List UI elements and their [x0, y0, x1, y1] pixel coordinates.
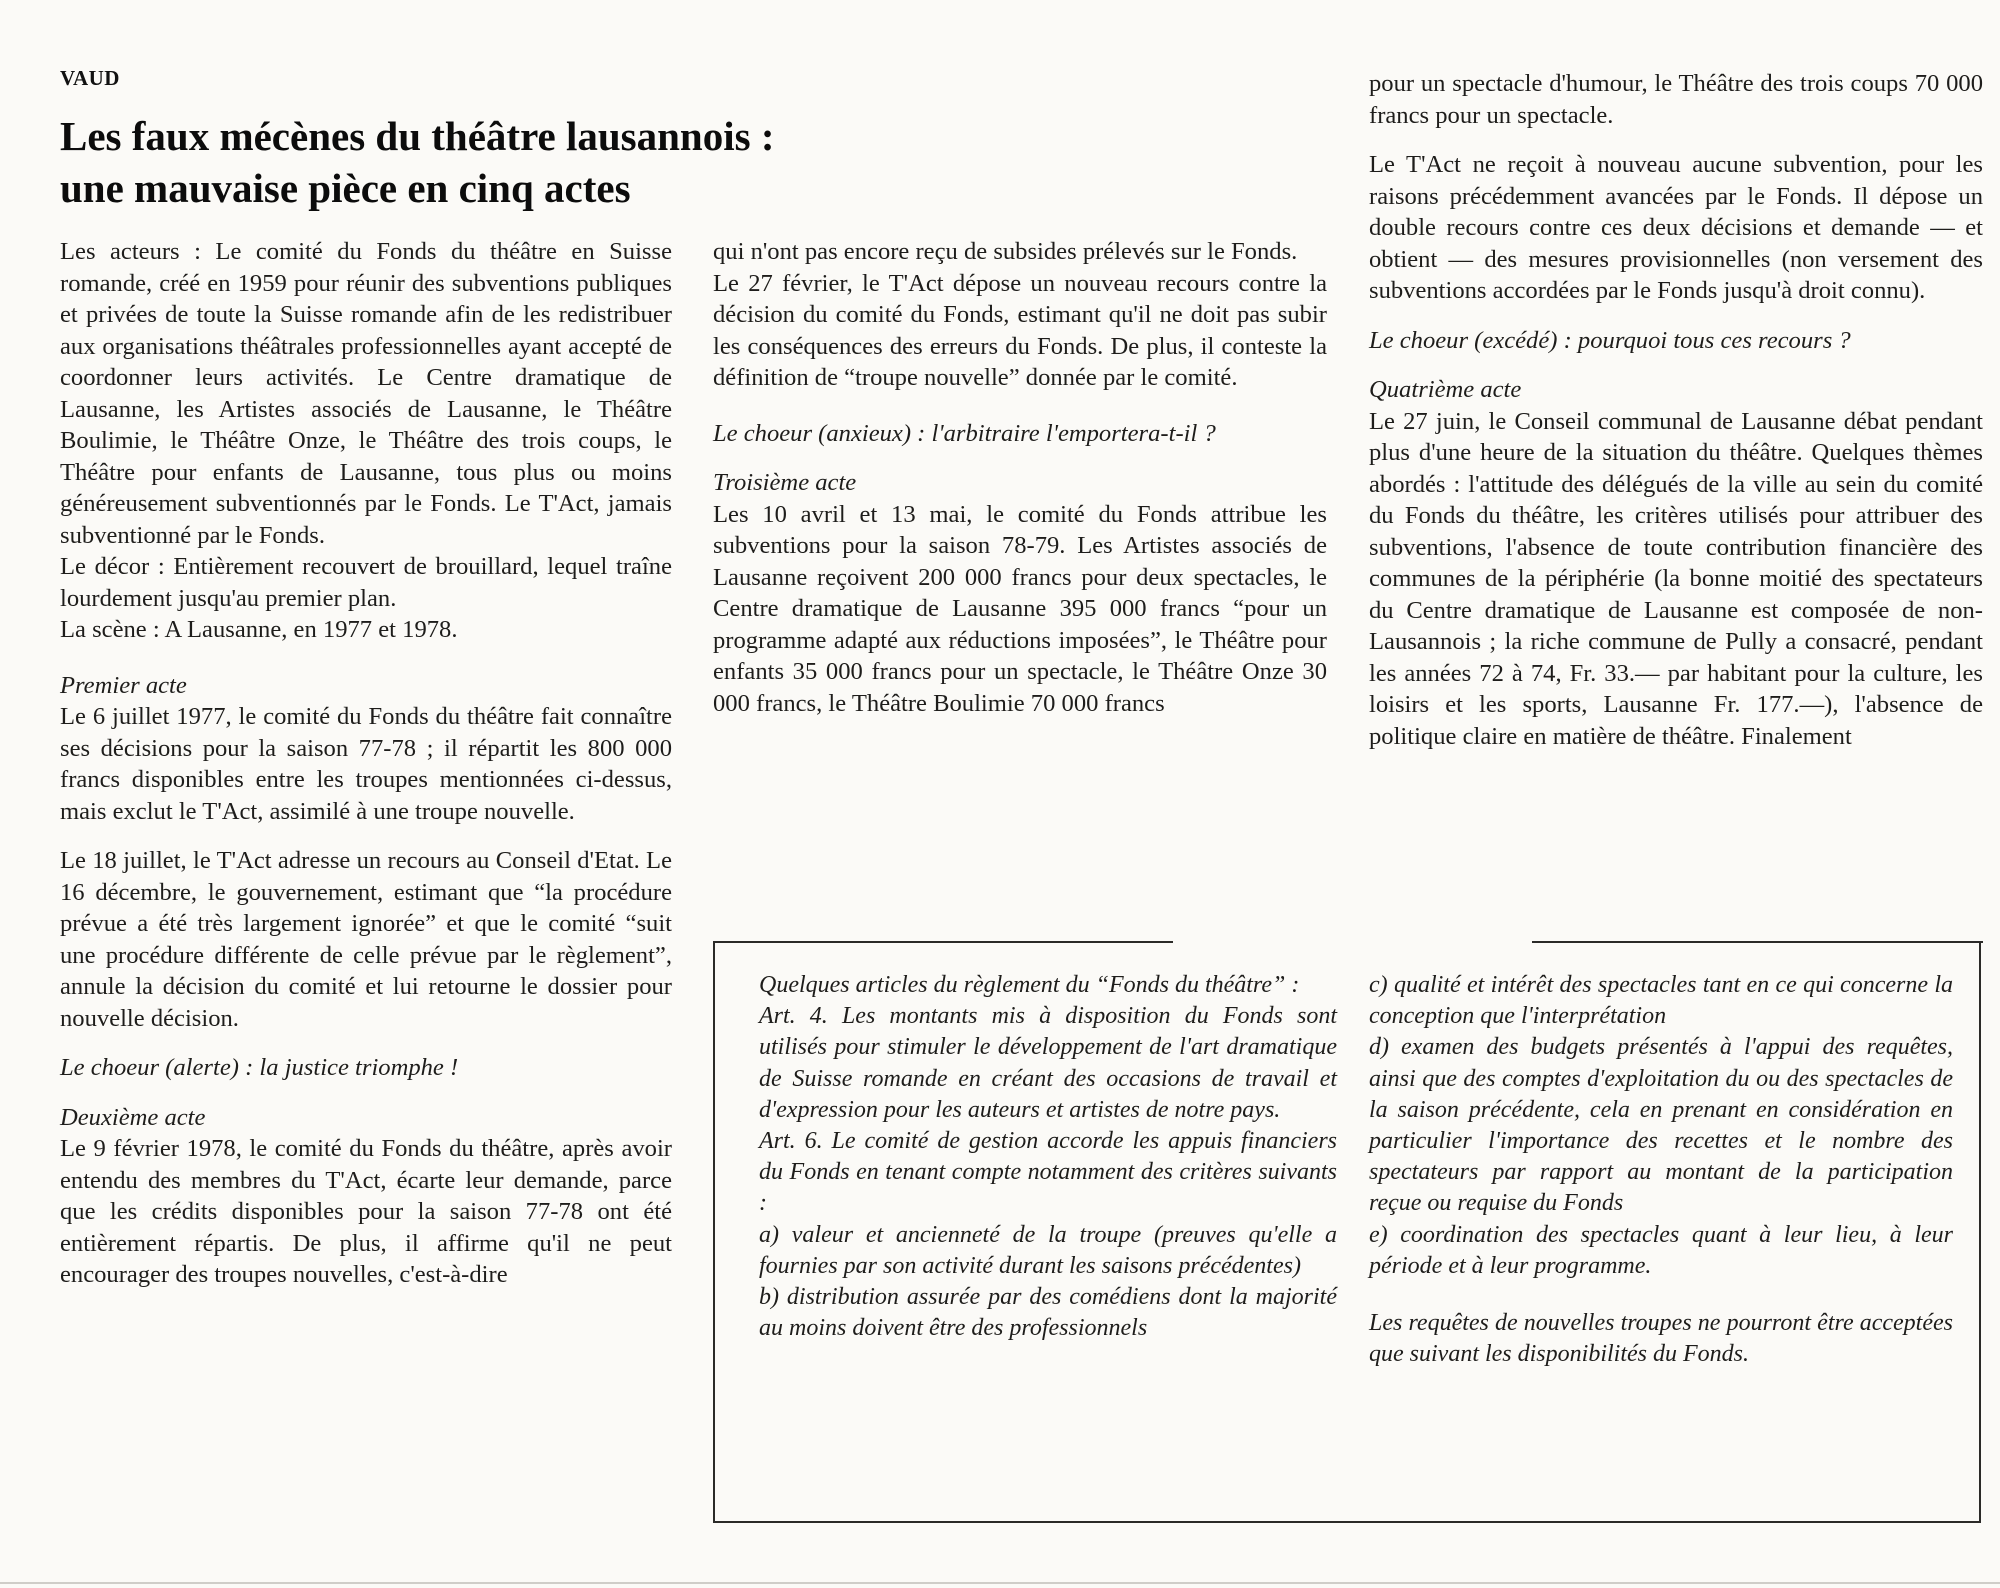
- intro-decor: Le décor : Entièrement recouvert de brouillard, lequel traîne lourdement jusqu'au premier plan.: [60, 553, 672, 612]
- act2-continuation: qui n'ont pas encore reçu de subsides prélevés sur le Fonds.: [713, 238, 1298, 265]
- act4-heading: Quatrième acte: [1369, 376, 1522, 403]
- article-column-1: [60, 236, 672, 1291]
- reglement-column-2: [1369, 970, 1953, 1370]
- intro-acteurs: Les acteurs : Le comité du Fonds du théâtre en Suisse romande, créé en 1959 pour réunir des subventions publiques et privées de toute la Suisse romande afin de les redistribuer aux organisations théâtrales professionnelles ayant accepté de coordonner leurs activités. Le Centre dramatique de Lausanne, les Artistes associés de Lausanne, le Théâtre Boulimie, le Théâtre Onze, le Théâtre des trois coups, le Théâtre pour enfants de Lausanne, tous plus ou moins généreusement subventionnés par le Fonds. Le T'Act, jamais subventionné par le Fonds.: [60, 238, 672, 549]
- act3-paragraph-1: Les 10 avril et 13 mai, le comité du Fonds attribue les subventions pour la saison 78-79. Les Artistes associés de Lausanne reçoivent 200 000 francs pour deux spectacles, le Centre dramatique de Lausanne 395 000 francs “pour un programme adapté aux réductions imposées”, le Théâtre pour enfants 35 000 francs pour un spectacle, le Théâtre Onze 30 000 francs, le Théâtre Boulimie 70 000 francs: [713, 500, 1327, 717]
- reglement-intro: Quelques articles du règlement du “Fonds du théâtre” :: [759, 972, 1300, 998]
- article-column-2: [713, 236, 1327, 719]
- choeur-line-3: Le choeur (excédé) : pourquoi tous ces recours ?: [1369, 326, 1851, 354]
- act1-heading: Premier acte: [60, 671, 187, 699]
- act3-heading: Troisième acte: [713, 469, 857, 496]
- article-6: Art. 6. Le comité de gestion accorde les appuis financiers du Fonds en tenant compte notamment des critères suivants :: [759, 1128, 1337, 1217]
- act4-paragraph-1: Le 27 juin, le Conseil communal de Lausanne débat pendant plus d'une heure de la situation du théâtre. Quelques thèmes abordés : l'attitude des délégués de la ville au sein du comité du Fonds du théâtre, les critères utilisés pour attribuer des subventions, l'absence de toute contribution financière des communes de la périphérie (la bonne moitié des spectateurs du Centre dramatique de Lausanne est composée de non-Lausannois ; la riche commune de Pully a consacré, pendant les années 72 à 74, Fr. 33.— par habitant pour la culture, les loisirs et les sports, Lausanne Fr. 177.—), l'absence de politique claire en matière de théâtre. Finalement: [1369, 407, 1983, 750]
- article-column-3: [1369, 68, 1983, 752]
- act3-continuation: pour un spectacle d'humour, le Théâtre des trois coups 70 000 francs pour un spectacle.: [1369, 70, 1983, 129]
- headline-line-1: Les faux mécènes du théâtre lausannois :: [60, 113, 775, 159]
- article-4: Art. 4. Les montants mis à disposition du Fonds sont utilisés pour stimuler le développement de l'art dramatique de Suisse romande en créant des occasions de travail et d'expression pour les auteurs et artistes de notre pays.: [759, 1003, 1337, 1123]
- article-headline: [60, 110, 940, 214]
- intro-scene: La scène : A Lausanne, en 1977 et 1978.: [60, 616, 458, 643]
- choeur-line-2: Le choeur (anxieux) : l'arbitraire l'emportera-t-il ?: [713, 419, 1216, 447]
- act1-paragraph-2: Le 18 juillet, le T'Act adresse un recours au Conseil d'Etat. Le 16 décembre, le gouvernement, estimant que “la procédure prévue a été très largement ignorée” et que le comité “suit une procédure différente de celle prévue par le règlement”, annule la décision du comité et lui retourne le dossier pour nouvelle décision.: [60, 847, 672, 1032]
- section-label: VAUD: [60, 66, 120, 90]
- act2-paragraph-1: Le 9 février 1978, le comité du Fonds du théâtre, après avoir entendu des membres du T'Act, écarte leur demande, parce que les crédits disponibles pour la saison 77-78 ont été entièrement répartis. De plus, il affirme qu'il ne peut encourager des troupes nouvelles, c'est-à-dire: [60, 1135, 672, 1288]
- criterion-d: d) examen des budgets présentés à l'appui des requêtes, ainsi que des comptes d'exploitation du ou des spectacles de la saison précédente, cela en prenant en considération en particulier l'importance des recettes et le nombre des spectateurs par rapport au montant de la participation reçue ou requise du Fonds: [1369, 1034, 1953, 1217]
- criterion-e: e) coordination des spectacles quant à leur lieu, à leur période et à leur programme.: [1369, 1221, 1953, 1279]
- act3-paragraph-2: Le T'Act ne reçoit à nouveau aucune subvention, pour les raisons précédemment avancées par le Fonds. Il dépose un double recours contre ces deux décisions et demande — et obtient — des mesures provisionnelles (non versement des subventions accordées par le Fonds jusqu'à droit connu).: [1369, 151, 1983, 304]
- choeur-line-1: Le choeur (alerte) : la justice triomphe !: [60, 1054, 459, 1081]
- criterion-c: c) qualité et intérêt des spectacles tant en ce qui concerne la conception que l'interprétation: [1369, 972, 1953, 1030]
- act2-paragraph-2: Le 27 février, le T'Act dépose un nouveau recours contre la décision du comité du Fonds, estimant qu'il ne doit pas subir les conséquences des erreurs du Fonds. De plus, il conteste la définition de “troupe nouvelle” donnée par le comité.: [713, 269, 1327, 391]
- criterion-b: b) distribution assurée par des comédiens dont la majorité au moins doivent être des professionnels: [759, 1284, 1337, 1342]
- reglement-note: Les requêtes de nouvelles troupes ne pourront être acceptées que suivant les disponibilités du Fonds.: [1369, 1310, 1953, 1368]
- headline-line-2: une mauvaise pièce en cinq actes: [60, 165, 631, 211]
- act1-paragraph-1: Le 6 juillet 1977, le comité du Fonds du théâtre fait connaître ses décisions pour la saison 77-78 ; il répartit les 800 000 francs disponibles entre les troupes mentionnées ci-dessus, mais exclut le T'Act, assimilé à une troupe nouvelle.: [60, 703, 672, 825]
- reglement-column-1: [759, 970, 1337, 1344]
- page-bottom-edge: [0, 1582, 2000, 1584]
- act2-heading: Deuxième acte: [60, 1103, 206, 1131]
- criterion-a: a) valeur et ancienneté de la troupe (preuves qu'elle a fournies par son activité durant les saisons précédentes): [759, 1221, 1337, 1279]
